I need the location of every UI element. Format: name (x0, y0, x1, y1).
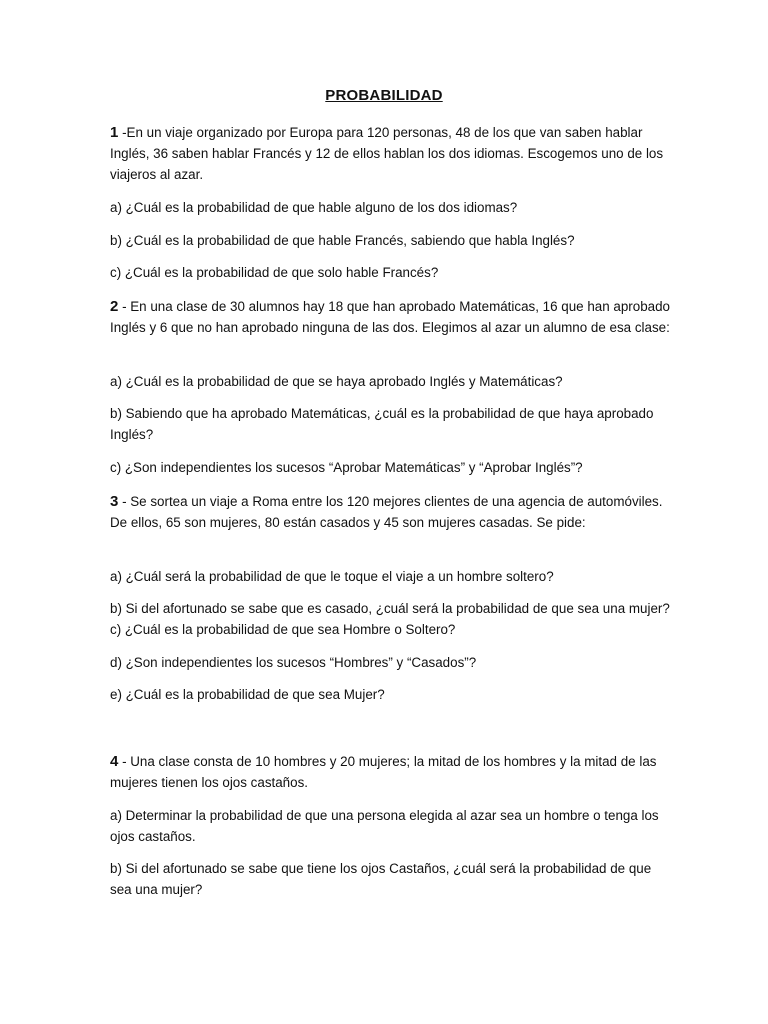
problem-2-question-c: c) ¿Son independientes los sucesos “Aprobar Matemáticas” y “Aprobar Inglés”? (110, 460, 583, 475)
problem-3-statement (110, 491, 670, 533)
problem-3-question-d: d) ¿Son independientes los sucesos “Hombres” y “Casados”? (110, 655, 477, 670)
problem-3-question-a: a) ¿Cuál será la probabilidad de que le toque el viaje a un hombre soltero? (110, 569, 554, 584)
problem-3-question-e: e) ¿Cuál es la probabilidad de que sea Mujer? (110, 687, 385, 702)
problem-4-statement (110, 751, 670, 793)
problem-1-question-b: b) ¿Cuál es la probabilidad de que hable Francés, sabiendo que habla Inglés? (110, 233, 575, 248)
document-title: PROBABILIDAD (325, 87, 443, 104)
problem-text: - En una clase de 30 alumnos hay 18 que han aprobado Matemáticas, 16 que han aprobado Inglés y 6 que no han aprobado ninguna de las dos. Elegimos al azar un alumno de esa clase: (110, 299, 670, 335)
problem-1-question-c: c) ¿Cuál es la probabilidad de que solo hable Francés? (110, 265, 439, 280)
problem-text: - Una clase consta de 10 hombres y 20 mujeres; la mitad de los hombres y la mitad de las mujeres tienen los ojos castaños. (110, 754, 657, 790)
problem-4-question-b: b) Si del afortunado se sabe que tiene los ojos Castaños, ¿cuál será la probabilidad de que sea una mujer? (110, 861, 652, 897)
problem-number: 4 (110, 753, 119, 770)
problem-1-question-a: a) ¿Cuál es la probabilidad de que hable alguno de los dos idiomas? (110, 200, 518, 215)
problem-number: 2 (110, 298, 119, 315)
problem-3-question-b: b) Si del afortunado se sabe que es casado, ¿cuál será la probabilidad de que sea una mujer? c) ¿Cuál es la probabilidad de que sea Hombre o Soltero? (110, 601, 670, 637)
problem-text: -En un viaje organizado por Europa para 120 personas, 48 de los que van saben hablar Inglés, 36 saben hablar Francés y 12 de ellos hablan los dos idiomas. Escogemos uno de los viajeros al azar. (110, 125, 664, 182)
problem-2-question-a: a) ¿Cuál es la probabilidad de que se haya aprobado Inglés y Matemáticas? (110, 374, 563, 389)
problem-text: - Se sortea un viaje a Roma entre los 120 mejores clientes de una agencia de automóviles. De ellos, 65 son mujeres, 80 están casados y 45 son mujeres casadas. Se pide: (110, 494, 663, 530)
problem-2-question-b: b) Sabiendo que ha aprobado Matemáticas, ¿cuál es la probabilidad de que haya aprobado Inglés? (110, 406, 654, 442)
problem-4-question-a: a) Determinar la probabilidad de que una persona elegida al azar sea un hombre o tenga los ojos castaños. (110, 808, 659, 844)
problem-2-statement (110, 296, 670, 338)
problem-number: 1 (110, 124, 119, 141)
problem-1-statement (110, 122, 670, 185)
problem-number: 3 (110, 493, 119, 510)
